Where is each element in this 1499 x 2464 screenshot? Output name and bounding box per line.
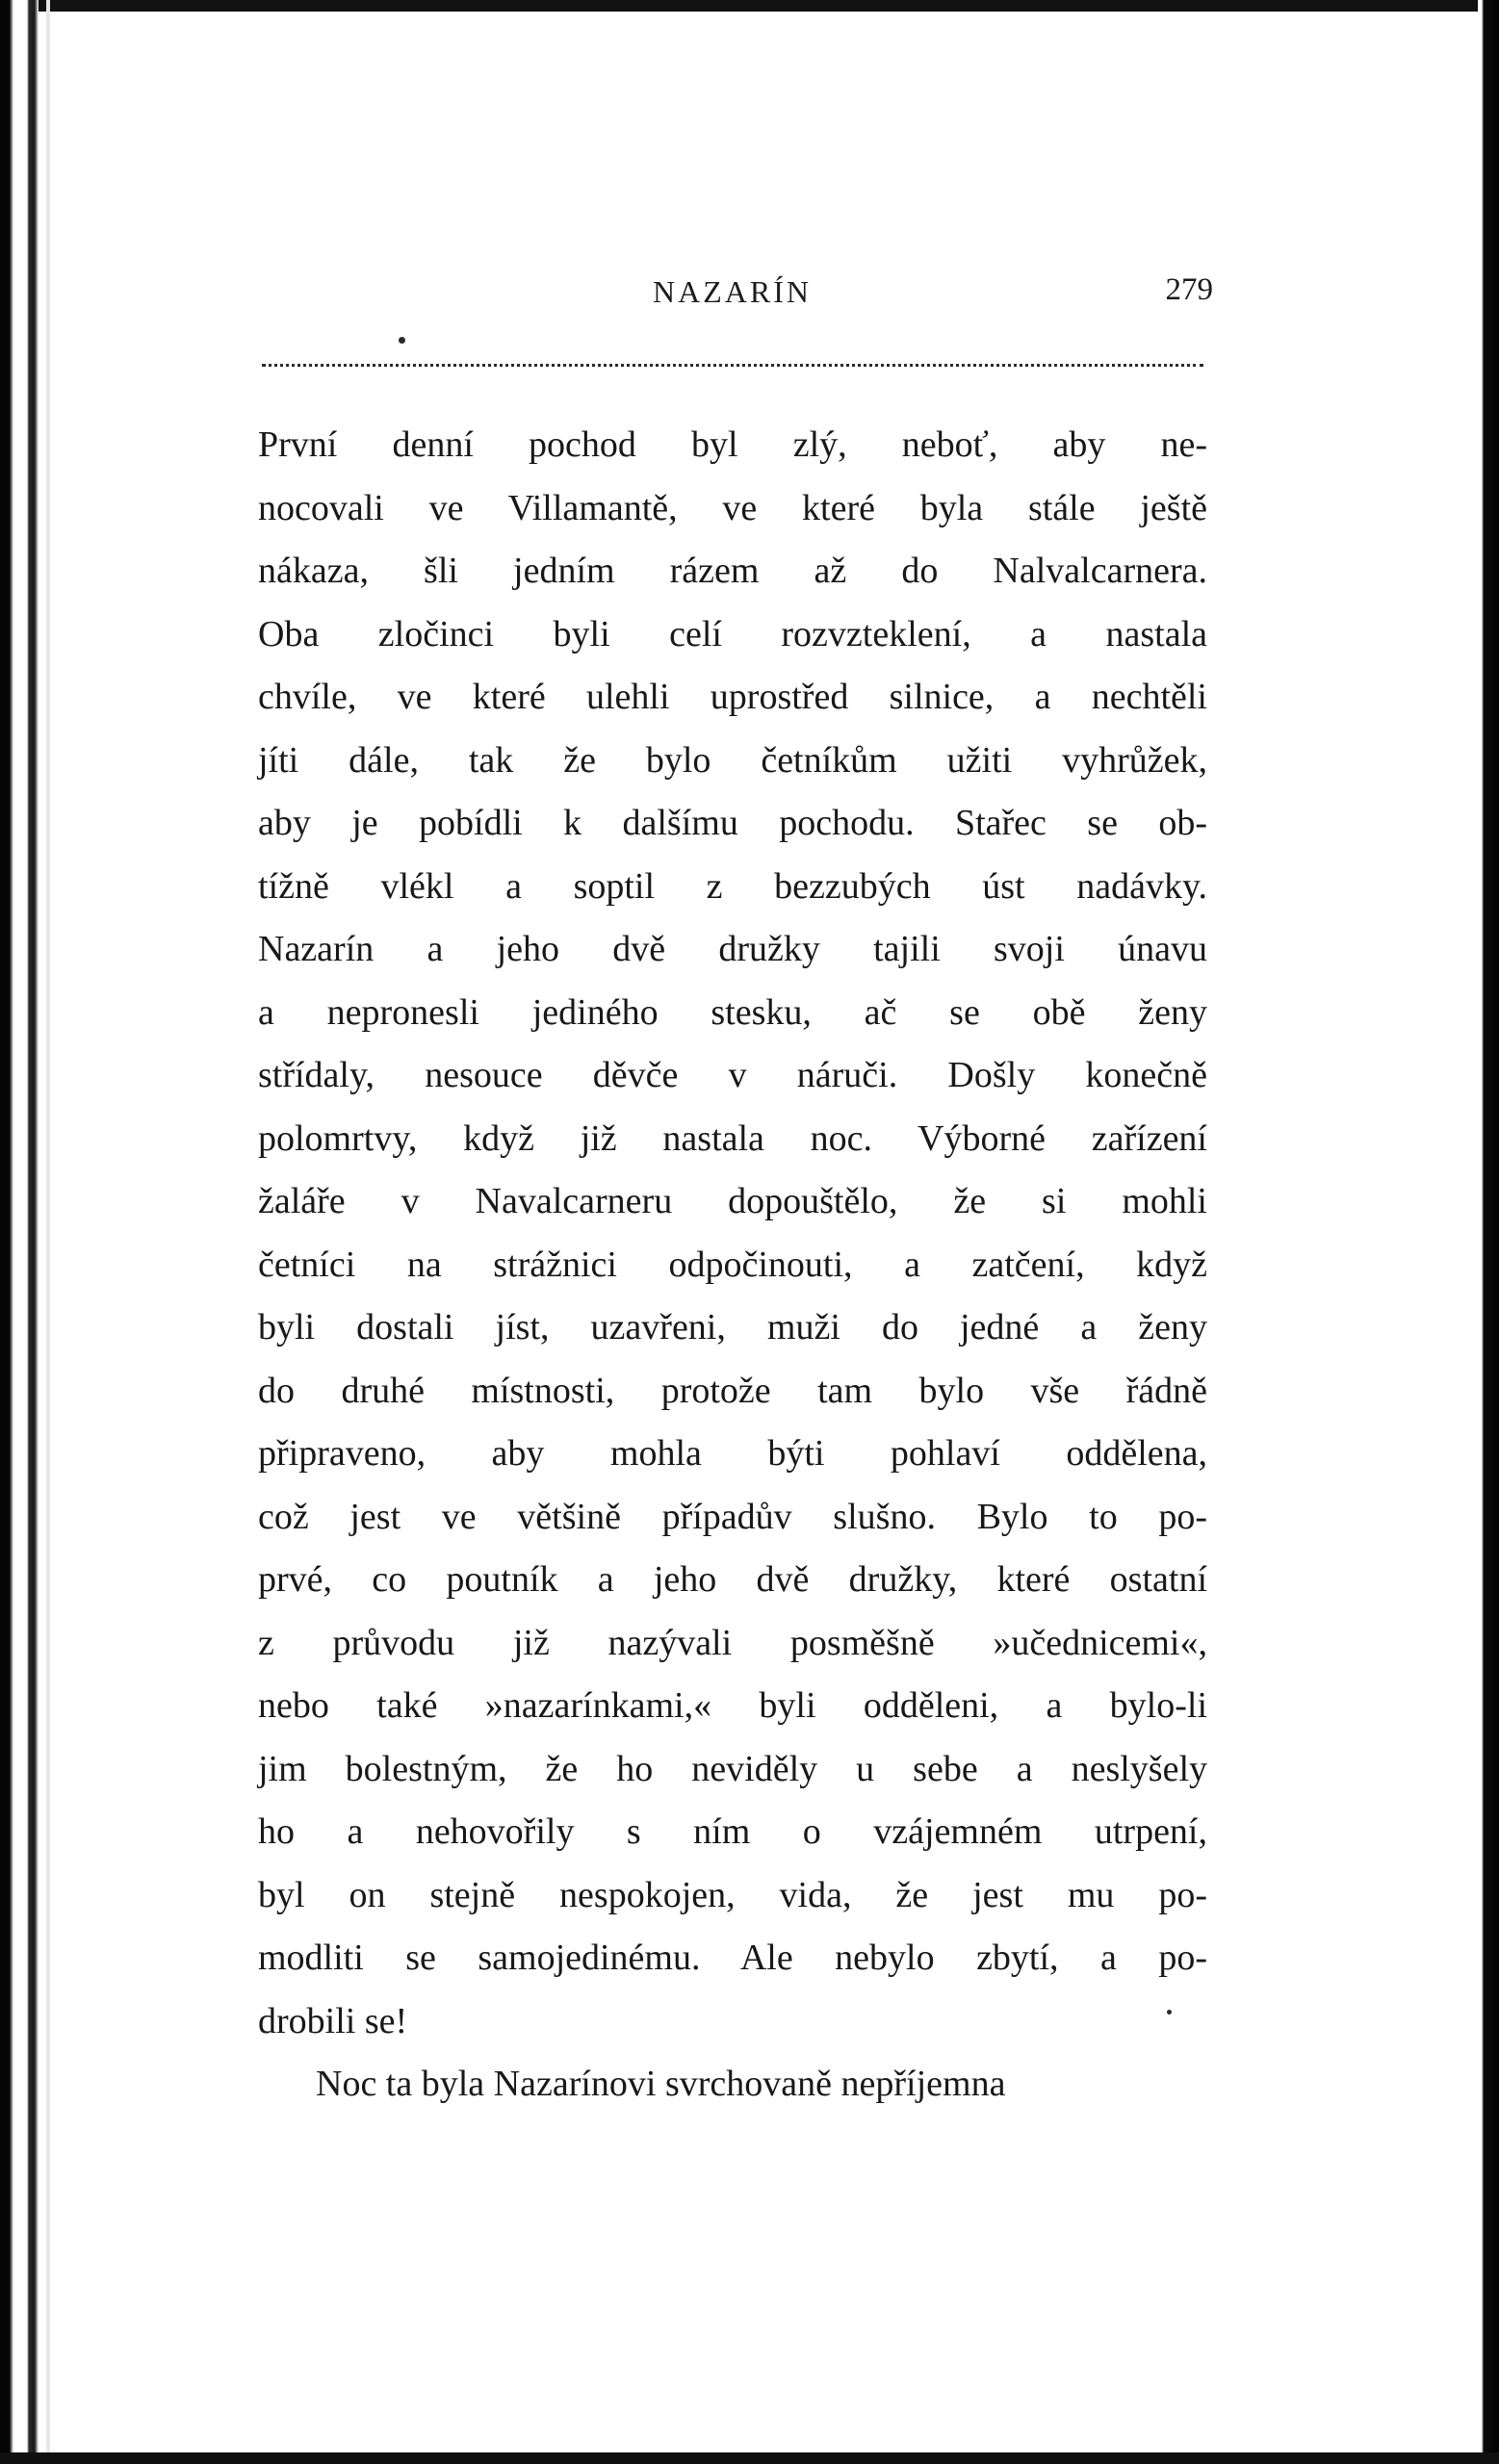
text-line: polomrtvy, když již nastala noc. Výborné zařízení	[258, 1117, 1207, 1159]
text-line: jim bolestným, že ho neviděly u sebe a neslyšely	[258, 1748, 1207, 1789]
text-line: prvé, co poutník a jeho dvě družky, které ostatní	[258, 1559, 1207, 1600]
text-line: což jest ve většině případův slušno. Bylo to po-	[258, 1496, 1207, 1537]
running-title: NAZARÍN	[653, 274, 812, 309]
header-rule	[262, 364, 1203, 367]
page-number: 279	[1165, 272, 1213, 307]
book-spine-shadow	[46, 0, 50, 2464]
text-line: četníci na strážnici odpočinouti, a zatčení, když	[258, 1244, 1207, 1285]
text-line: žaláře v Navalcarneru dopouštělo, že si mohli	[258, 1181, 1207, 1221]
text-line: byli dostali jíst, uzavřeni, muži do jedné a ženy	[258, 1307, 1207, 1348]
paragraph-start-line: Noc ta byla Nazarínovi svrchovaně nepříjemna	[316, 2064, 1006, 2104]
text-line: Oba zločinci byli celí rozvzteklení, a nastala	[258, 613, 1207, 654]
running-head	[260, 274, 1213, 322]
text-line: ho a nehovořily s ním o vzájemném utrpení,	[258, 1811, 1207, 1852]
text-line: chvíle, ve které ulehli uprostřed silnice, a nechtěli	[258, 677, 1207, 717]
text-line: aby je pobídli k dalšímu pochodu. Stařec se ob-	[258, 803, 1207, 843]
text-line: nebo také »nazarínkami,« byli odděleni, a bylo-li	[258, 1685, 1207, 1726]
text-line: a nepronesli jediného stesku, ač se obě ženy	[258, 991, 1207, 1033]
text-line: nákaza, šli jedním rázem až do Nalvalcarnera.	[258, 551, 1207, 591]
text-line: připraveno, aby mohla býti pohlaví oddělena,	[258, 1433, 1207, 1474]
text-line: modliti se samojedinému. Ale nebylo zbytí, a po-	[258, 1938, 1207, 1978]
text-line: Nazarín a jeho dvě družky tajili svoji únavu	[258, 929, 1207, 969]
page-body	[258, 414, 1207, 2117]
scan-right-edge	[1478, 0, 1499, 2464]
text-line: nocovali ve Villamantě, ve které byla stále ještě	[258, 487, 1207, 528]
text-line: První denní pochod byl zlý, neboť, aby ne-	[258, 424, 1207, 465]
text-line: tížně vlékl a soptil z bezzubých úst nadávky.	[258, 865, 1207, 907]
text-line: jíti dále, tak že bylo četníkům užiti vyhrůžek,	[258, 739, 1207, 781]
text-line: byl on stejně nespokojen, vida, že jest mu po-	[258, 1874, 1207, 1915]
scan-bottom-edge	[0, 2452, 1499, 2464]
scan-top-edge	[0, 0, 1499, 12]
text-line: do druhé místnosti, protože tam bylo vše řádně	[258, 1370, 1207, 1411]
paragraph-end-line: drobili se!	[258, 2000, 408, 2041]
text-line: z průvodu již nazývali posměšně »učednicemi«,	[258, 1622, 1207, 1663]
ink-speck	[399, 337, 405, 344]
text-line: střídaly, nesouce děvče v náruči. Došly konečně	[258, 1055, 1207, 1095]
scan-left-edge	[0, 0, 39, 2464]
